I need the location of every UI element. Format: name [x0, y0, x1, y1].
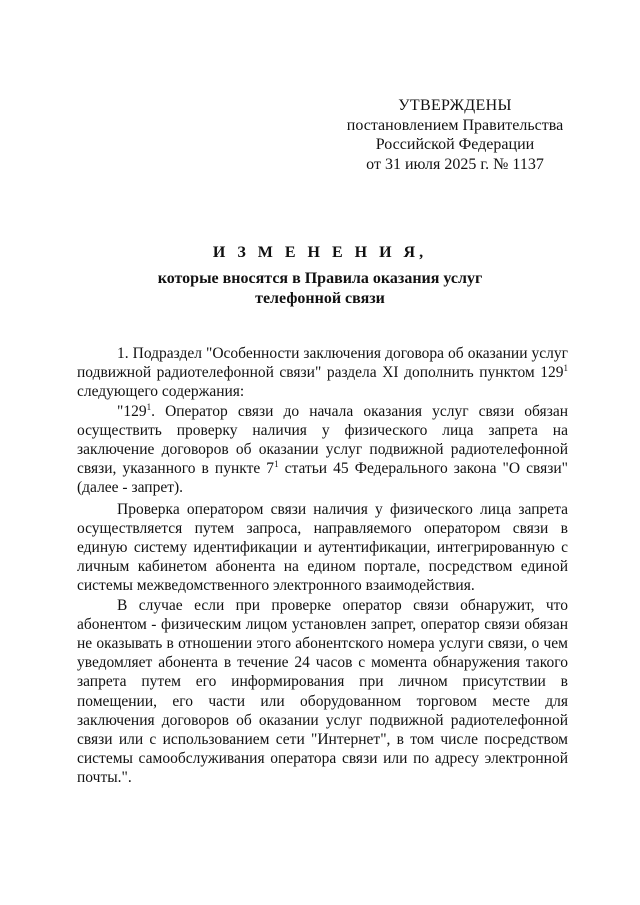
approval-line-3: от 31 июля 2025 г. № 1137 — [366, 155, 544, 173]
document-body — [77, 344, 568, 788]
approval-heading: УТВЕРЖДЕНЫ — [398, 97, 512, 114]
paragraph-1-text-b: следующего содержания: — [77, 383, 245, 401]
paragraph-2-superscript-2: 1 — [274, 459, 279, 470]
paragraph-1 — [77, 344, 568, 402]
document-subtitle: которые вносятся в Правила оказания услуг телефонной связи — [157, 270, 483, 307]
paragraph-1-text-a: 1. Подраздел "Особенности заключения договора об оказании услуг подвижной радиотелефонной связи" раздела XI дополнить пунктом 129 — [77, 345, 568, 382]
approval-line-2: Российской Федерации — [375, 136, 535, 153]
approval-line-1: постановлением Правительства — [346, 116, 564, 134]
approval-block — [330, 96, 580, 174]
paragraph-2-text-a: "129 — [117, 402, 147, 420]
paragraph-4: В случае если при проверке оператор связи обнаружит, что абонентом - физическим лицом установлен запрет, оператор связи обязан не оказывать в отношении этого абонентского номера услуги связи, о чем уведомляет абонента в течение 24 часов с момента обнаружения такого запрета путем его информирования при личном присутствии в помещении, его части или оборудованном торговом месте для заключения договоров об оказании услуг подвижной радиотелефонной связи или с использованием сети "Интернет", в том числе посредством системы самообслуживания оператора связи или по адресу электронной почты.". — [77, 596, 568, 787]
paragraph-2-superscript-1: 1 — [146, 401, 152, 412]
paragraph-1-superscript: 1 — [563, 363, 568, 374]
paragraph-2 — [77, 402, 568, 498]
paragraph-2-text-c: статьи 45 Федерального закона "О связи" (далее - запрет). — [77, 460, 568, 497]
paragraph-3: Проверка оператором связи наличия у физического лица запрета осуществляется путем запроса, направляемого оператором связи в единую систему идентификации и аутентификации, интегрированную с личным кабинетом абонента на едином портале, посредством единой системы межведомственного электронного взаимодействия. — [77, 500, 568, 595]
paragraph-2-text-b: . Оператор связи до начала оказания услуг связи обязан осуществить проверку наличия у физического лица запрета на заключение договоров об оказании услуг подвижной радиотелефонной связи, указанного в пункте 7 — [77, 402, 568, 478]
document-title: И З М Е Н Е Н И Я, — [212, 244, 428, 261]
